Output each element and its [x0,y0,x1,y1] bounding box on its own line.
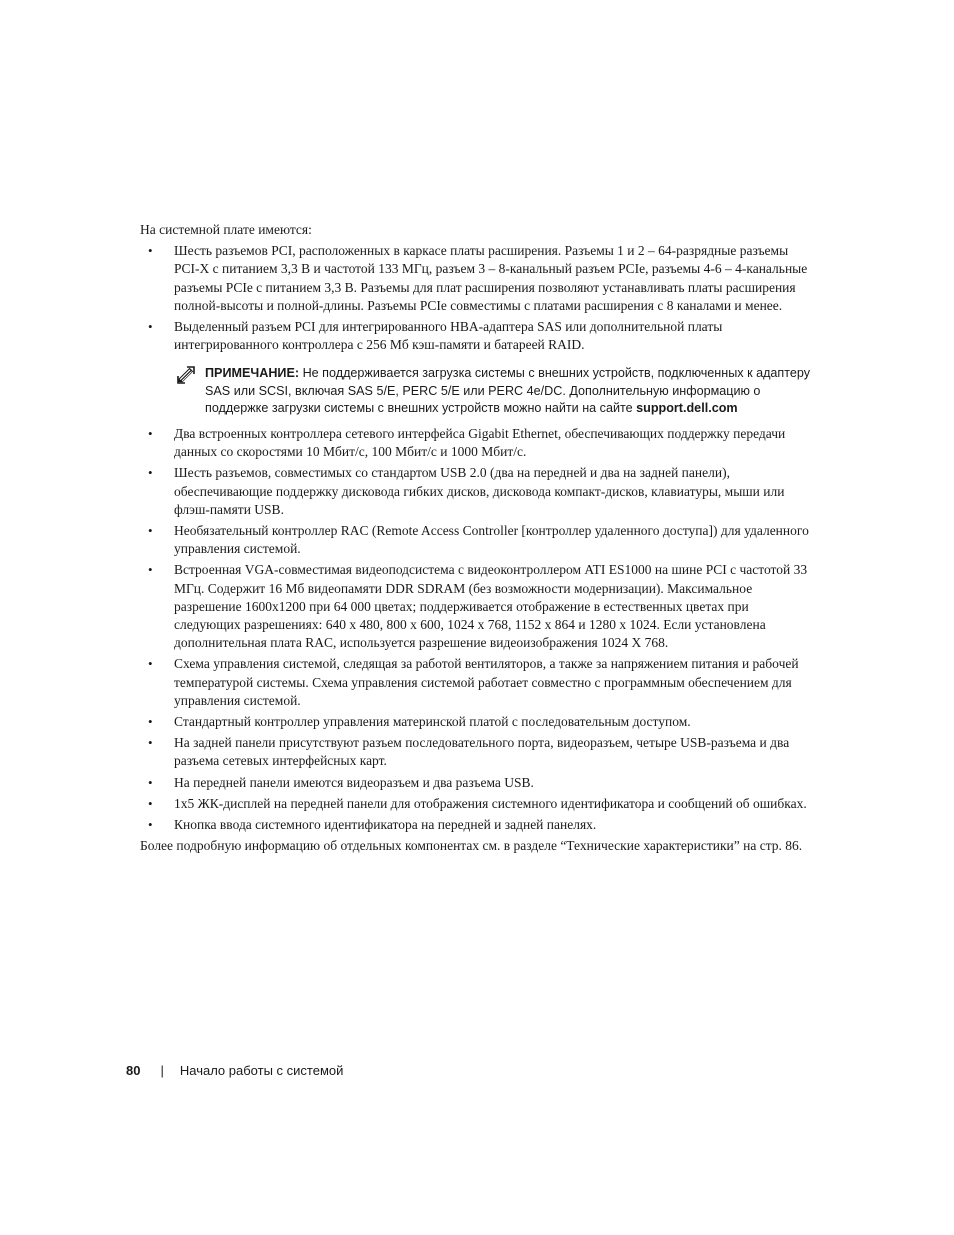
footer-separator: | [160,1063,164,1078]
list-item [140,561,814,652]
list-item [140,242,814,315]
pencil-note-icon [176,365,196,385]
support-link[interactable]: support.dell.com [636,400,738,415]
list-item-text: Необязательный контроллер RAC (Remote Access Controller [контроллер удаленного доступа]) для удаленного управления системой. [174,523,809,557]
note-text: Не поддерживается загрузка системы с внешних устройств, подключенных к адаптеру SAS или SCSI, включая SAS 5/E, PERC 5/E или PERC 4e/DC. Дополнительную информацию о поддержке загрузки системы с внешних устройств можно найти на сайте [205,366,811,415]
list-item [140,713,814,731]
list-item-text: 1x5 ЖК-дисплей на передней панели для отображения системного идентификатора и сообщений об ошибках. [174,795,807,811]
bullet-glyph: • [148,817,153,833]
list-item [140,655,814,710]
section-title: Начало работы с системой [179,1063,344,1078]
list-item-text: Выделенный разъем PCI для интегрированного HBA-адаптера SAS или дополнительной платы интегрированного контроллера с 256 Мб кэш-памяти и батареей RAID. [174,319,723,353]
outro-text: Более подробную информацию об отдельных компонентах см. в разделе “Технические характеристики” на стр. 86. [140,838,803,854]
features-list-top [140,242,814,354]
list-item-text: Шесть разъемов, совместимых со стандартом USB 2.0 (два на передней и два на задней панели), обеспечивающие поддержку дисковода гибких дисков, дисковода компакт-дисков, клавиатуры, мыши или флэш-памяти USB. [174,465,785,517]
list-item [140,425,814,461]
bullet-glyph: • [148,243,153,259]
list-item-text: Стандартный контроллер управления материнской платой с последовательным доступом. [174,714,691,730]
list-item-text: Встроенная VGA-совместимая видеоподсистема с видеоконтроллером ATI ES1000 на шине PCI с частотой 33 МГц. Содержит 16 Мб видеопамяти DDR SDRAM (без возможности модернизации). Максимальное разрешение 1600x1200 при 64 000 цветах; поддерживается отображение в естественных цветах при следующих разрешениях: 640 x 480, 800 x 600, 1024 x 768, 1152 x 864 и 1280 x 1024. Если установлена дополнительная плата RAC, используется разрешение видеоизображения 1024 X 768. [174,562,808,651]
note-label: ПРИМЕЧАНИЕ: [205,366,300,381]
bullet-glyph: • [148,714,153,730]
bullet-glyph: • [148,319,153,335]
page-content [140,221,814,856]
bullet-glyph: • [148,562,153,578]
list-item-text: Шесть разъемов PCI, расположенных в каркасе платы расширения. Разъемы 1 и 2 – 64-разрядные разъемы PCI-X с питанием 3,3 В и частотой 133 МГц, разъем 3 – 8-канальный разъем PCIe, разъемы 4-6 – 4-канальные разъемы PCIe с питанием 3,3 В. Разъемы для плат расширения позволяют устанавливать платы расширения полной-высоты и полной-длины. Разъемы PCIe совместимы с платами расширения с 8 каналами и менее. [174,243,808,313]
list-item [140,318,814,354]
bullet-glyph: • [148,465,153,481]
list-item [140,795,814,813]
bullet-glyph: • [148,774,153,790]
list-item-text: На задней панели присутствуют разъем последовательного порта, видеоразъем, четыре USB-разъема и два разъема сетевых интерфейсных карт. [174,735,790,769]
page-footer [126,1062,343,1080]
page-number: 80 [126,1063,141,1078]
bullet-glyph: • [148,523,153,539]
list-item-text: Схема управления системой, следящая за работой вентиляторов, а также за напряжением питания и рабочей температурой системы. Схема управления системой работает совместно с программным обеспечением для управления системой. [174,656,799,708]
bullet-glyph: • [148,795,153,811]
intro-text: На системной плате имеются: [140,222,312,237]
list-item [140,464,814,519]
list-item [140,774,814,792]
list-item-text: Два встроенных контроллера сетевого интерфейса Gigabit Ethernet, обеспечивающих поддержку передачи данных со скоростями 10 Мбит/с, 100 Мбит/с и 1000 Мбит/с. [174,426,786,460]
note-block [140,365,814,417]
list-item-text: На передней панели имеются видеоразъем и два разъема USB. [174,774,534,790]
bullet-glyph: • [148,426,153,442]
list-item [140,816,814,834]
list-item-text: Кнопка ввода системного идентификатора на передней и задней панелях. [174,817,597,833]
list-item [140,734,814,770]
bullet-glyph: • [148,656,153,672]
features-list-bottom [140,425,814,834]
bullet-glyph: • [148,735,153,751]
list-item [140,522,814,558]
